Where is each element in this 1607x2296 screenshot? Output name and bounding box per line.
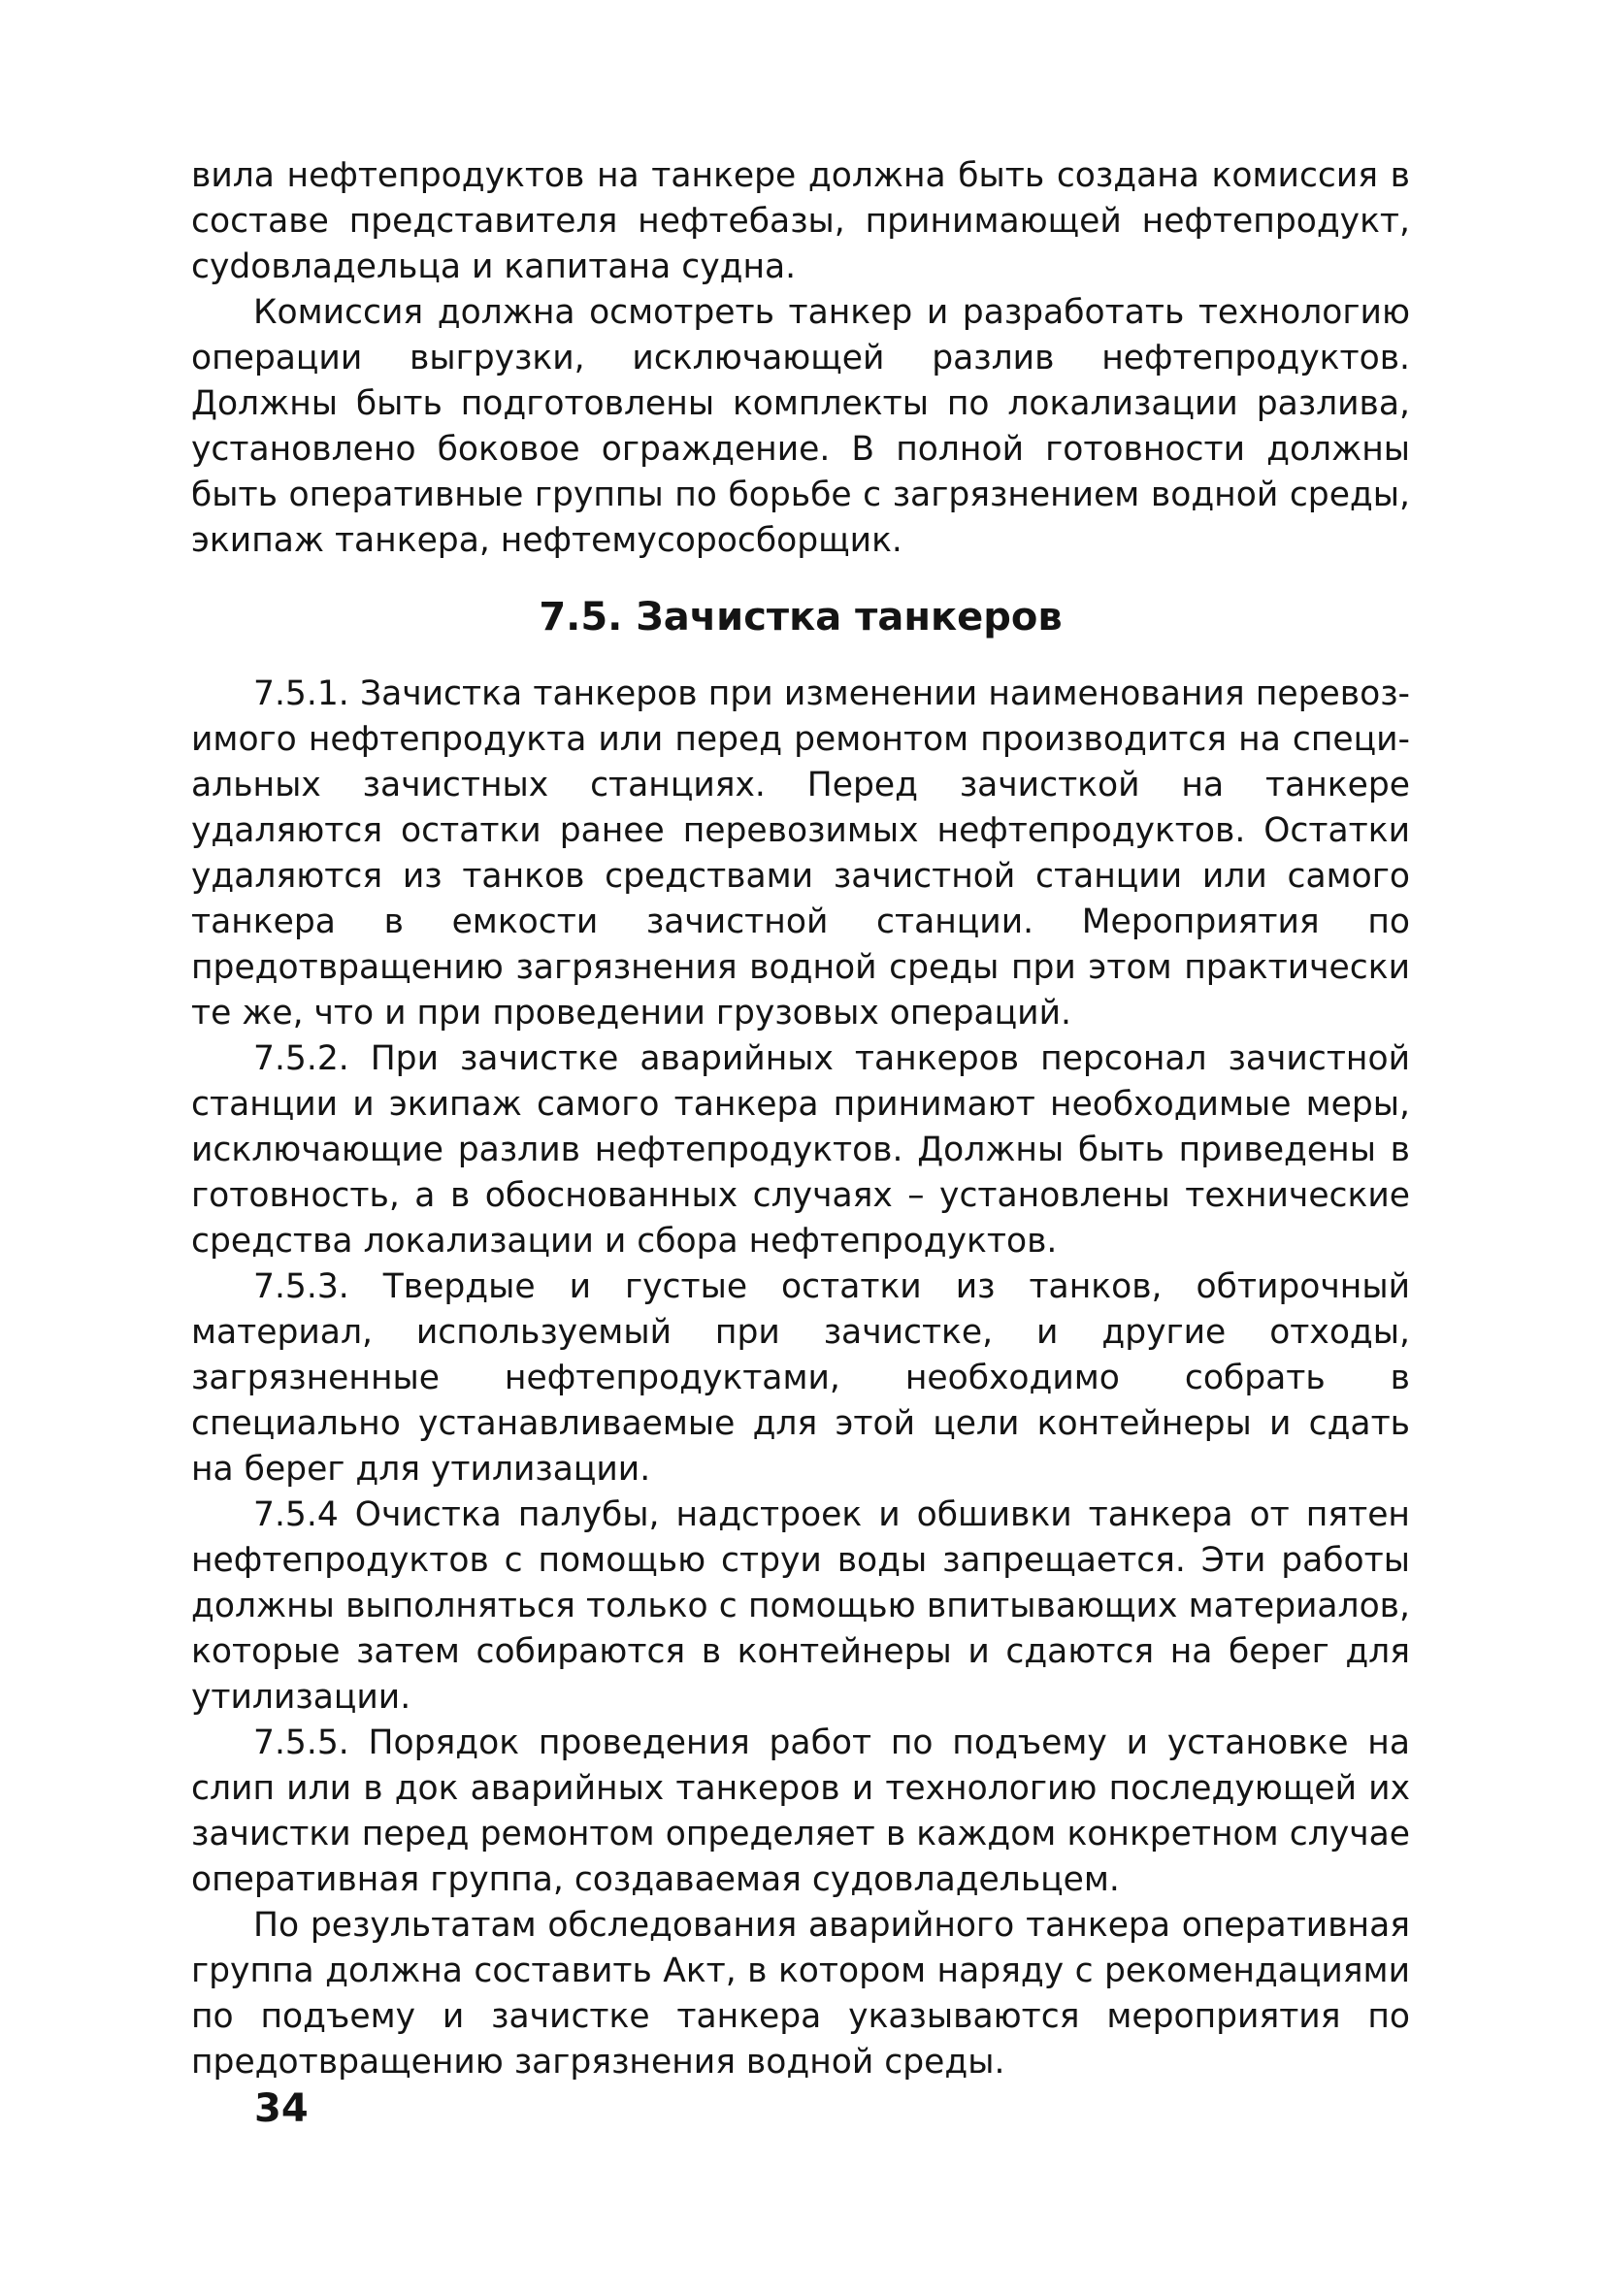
paragraph-7-5-5: 7.5.5. Порядок проведения работ по подъему и установке на слип или в док аварийных танкеров и технологию последующей их зачистки перед ремонтом определяет в каждом конкретном случае оперативная группа, создаваемая судовладельцем. [191,1723,1410,1899]
paragraph-7-5-3: 7.5.3. Твердые и густые остатки из танков, обтирочный материал, используемый при зачистке, и другие отходы, загрязненные нефтепродуктами, необходимо собрать в специально устанавливаемые для этой цели контейнеры и сдать на берег для утилизации. [191,1267,1410,1489]
section-heading: 7.5. Зачистка танкеров [539,595,1063,640]
paragraph-7-5-1: 7.5.1. Зачистка танкеров при изменении наименования перевозимого нефтепродукта или перед ремонтом производится на специальных зачистных станциях. Перед зачисткой на танкере удаляются остатки ранее перевозимых нефтепродуктов. Остатки удаляются из танков средствами зачистной станции или самого танкера в емкости зачистной станции. Мероприятия по предотвращению загрязнения водной среды при этом практически те же, что и при проведении грузовых операций. [191,674,1410,1033]
paragraph-continuation: вила нефтепродуктов на танкере должна быть создана комиссия в составе представителя нефтебазы, принимающей нефтепродукт, суdовладельца и капитана судна. [191,156,1410,286]
paragraph-inspection-results: По результатам обследования аварийного танкера оперативная группа должна составить Акт, в котором наряду с рекомендациями по подъему и зачистке танкера указываются мероприятия по предотвращению загрязнения водной среды. [191,1906,1410,2082]
paragraph-7-5-2: 7.5.2. При зачистке аварийных танкеров персонал зачистной станции и экипаж самого танкера принимают необходимые меры, исключающие разлив нефтепродуктов. Должны быть приведены в готовность, а в обоснованных случаях – установлены технические средства локализации и сбора нефтепродуктов. [191,1039,1410,1261]
paragraph-commission: Комиссия должна осмотреть танкер и разработать технологию операции выгрузки, исключающей разлив нефтепродуктов. Должны быть подготовлены комплекты по локализации разлива, установлено боковое ограждение. В полной готовности должны быть оперативные группы по борьбе с загрязнением водной среды, экипаж танкера, нефтемусоросборщик. [191,293,1410,560]
page-body [191,153,1410,2085]
page-number: 34 [254,2086,309,2131]
paragraph-7-5-4: 7.5.4 Очистка палубы, надстроек и обшивки танкера от пятен нефтепродуктов с помощью струи воды запрещается. Эти работы должны выполняться только с помощью впитывающих материалов, которые затем собираются в контейнеры и сдаются на берег для утилизации. [191,1495,1410,1717]
